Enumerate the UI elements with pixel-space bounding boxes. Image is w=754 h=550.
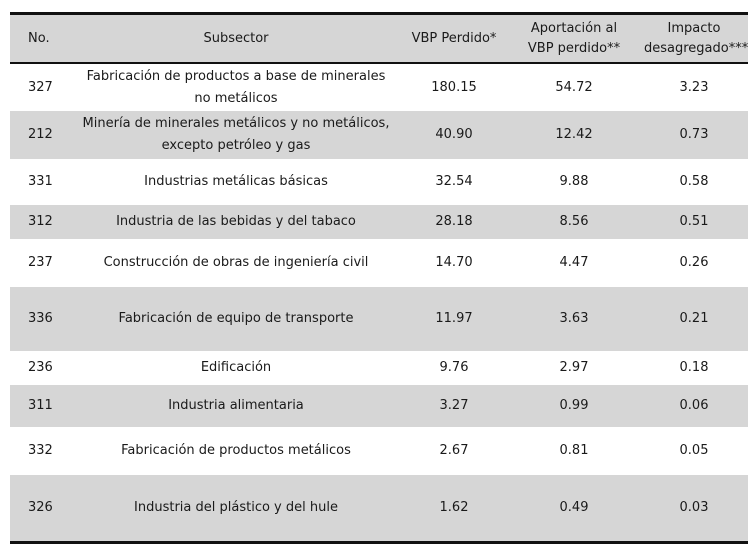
cell-subsector-line1: Edificación bbox=[200, 360, 272, 375]
table-row bbox=[10, 385, 748, 427]
cell-no: 336 bbox=[10, 287, 72, 351]
cell-subsector-line2: excepto petróleo y gas bbox=[161, 138, 311, 153]
cell-subsector bbox=[72, 475, 400, 541]
cell-no: 326 bbox=[10, 475, 72, 541]
cell-vbp-perdido: 2.67 bbox=[439, 443, 469, 458]
header-vbp-perdido: VBP Perdido* bbox=[400, 15, 508, 63]
cell-subsector bbox=[72, 427, 400, 475]
cell-vbp-perdido: 14.70 bbox=[435, 255, 473, 270]
cell-subsector-line1: Minería de minerales metálicos y no metálicos, bbox=[82, 116, 390, 131]
cell-vbp-perdido: 3.27 bbox=[400, 385, 508, 427]
cell-impacto: 0.06 bbox=[640, 385, 748, 427]
header-impacto-line2: desagregado*** bbox=[644, 40, 749, 56]
cell-subsector-line1: Fabricación de equipo de transporte bbox=[118, 311, 354, 326]
cell-subsector-line1: Industria de las bebidas y del tabaco bbox=[116, 214, 356, 229]
table-body bbox=[10, 63, 748, 541]
cell-subsector bbox=[72, 351, 400, 385]
cell-subsector-line1: Industria del plástico y del hule bbox=[134, 500, 338, 515]
cell-subsector-line1: Fabricación de productos metálicos bbox=[121, 443, 351, 458]
cell-impacto: 0.58 bbox=[679, 174, 709, 189]
header-no: No. bbox=[10, 15, 72, 63]
cell-no: 327 bbox=[28, 79, 53, 95]
cell-aportacion: 4.47 bbox=[559, 255, 589, 270]
cell-no: 237 bbox=[28, 255, 53, 270]
cell-subsector bbox=[72, 385, 400, 427]
table-row bbox=[10, 205, 748, 239]
header-row bbox=[10, 15, 748, 63]
cell-aportacion: 0.99 bbox=[508, 385, 640, 427]
cell-impacto: 0.51 bbox=[640, 205, 748, 239]
cell-no: 236 bbox=[28, 360, 53, 375]
table-row bbox=[10, 287, 748, 351]
cell-subsector-line1: Industria alimentaria bbox=[168, 398, 304, 413]
header-subsector: Subsector bbox=[72, 15, 400, 63]
cell-subsector bbox=[72, 287, 400, 351]
header-impacto bbox=[640, 15, 748, 63]
cell-subsector-line2: no metálicos bbox=[194, 90, 278, 106]
table-row bbox=[10, 159, 748, 205]
cell-subsector-line1: Industrias metálicas básicas bbox=[144, 174, 328, 189]
table-row bbox=[10, 239, 748, 287]
data-table bbox=[10, 15, 748, 541]
cell-subsector-line1: Construcción de obras de ingeniería civil bbox=[103, 255, 369, 270]
cell-aportacion: 12.42 bbox=[508, 111, 640, 159]
cell-vbp-perdido: 1.62 bbox=[400, 475, 508, 541]
cell-subsector-line1: Fabricación de productos a base de minerales bbox=[86, 68, 386, 84]
cell-no: 212 bbox=[10, 111, 72, 159]
cell-impacto: 3.23 bbox=[679, 79, 709, 95]
cell-aportacion: 9.88 bbox=[559, 174, 589, 189]
cell-subsector bbox=[72, 205, 400, 239]
cell-subsector bbox=[72, 111, 400, 159]
cell-impacto: 0.18 bbox=[679, 360, 709, 375]
cell-impacto: 0.26 bbox=[679, 255, 709, 270]
cell-aportacion: 0.49 bbox=[508, 475, 640, 541]
cell-impacto: 0.05 bbox=[679, 443, 709, 458]
cell-impacto: 0.73 bbox=[640, 111, 748, 159]
cell-vbp-perdido: 28.18 bbox=[400, 205, 508, 239]
cell-vbp-perdido: 32.54 bbox=[435, 174, 473, 189]
cell-subsector bbox=[72, 63, 400, 111]
table-row bbox=[10, 427, 748, 475]
table-row bbox=[10, 63, 748, 111]
cell-no: 332 bbox=[28, 443, 53, 458]
header-aportacion bbox=[508, 15, 640, 63]
cell-no: 331 bbox=[28, 174, 53, 189]
cell-no: 311 bbox=[10, 385, 72, 427]
header-aportacion-line2: VBP perdido** bbox=[527, 40, 621, 56]
table-row bbox=[10, 111, 748, 159]
cell-vbp-perdido: 11.97 bbox=[400, 287, 508, 351]
cell-vbp-perdido: 180.15 bbox=[431, 79, 477, 95]
cell-impacto: 0.03 bbox=[640, 475, 748, 541]
cell-subsector bbox=[72, 239, 400, 287]
header-impacto-line1: Impacto bbox=[667, 20, 721, 36]
table-row bbox=[10, 475, 748, 541]
cell-vbp-perdido: 9.76 bbox=[439, 360, 469, 375]
cell-impacto: 0.21 bbox=[640, 287, 748, 351]
cell-aportacion: 3.63 bbox=[508, 287, 640, 351]
table-header bbox=[10, 15, 748, 63]
subsector-impact-table bbox=[10, 12, 748, 544]
table-row bbox=[10, 351, 748, 385]
cell-no: 312 bbox=[10, 205, 72, 239]
header-aportacion-line1: Aportación al bbox=[530, 20, 618, 36]
cell-subsector bbox=[72, 159, 400, 205]
cell-aportacion: 2.97 bbox=[559, 360, 589, 375]
cell-aportacion: 54.72 bbox=[555, 79, 593, 95]
cell-aportacion: 8.56 bbox=[508, 205, 640, 239]
cell-aportacion: 0.81 bbox=[559, 443, 589, 458]
cell-vbp-perdido: 40.90 bbox=[400, 111, 508, 159]
